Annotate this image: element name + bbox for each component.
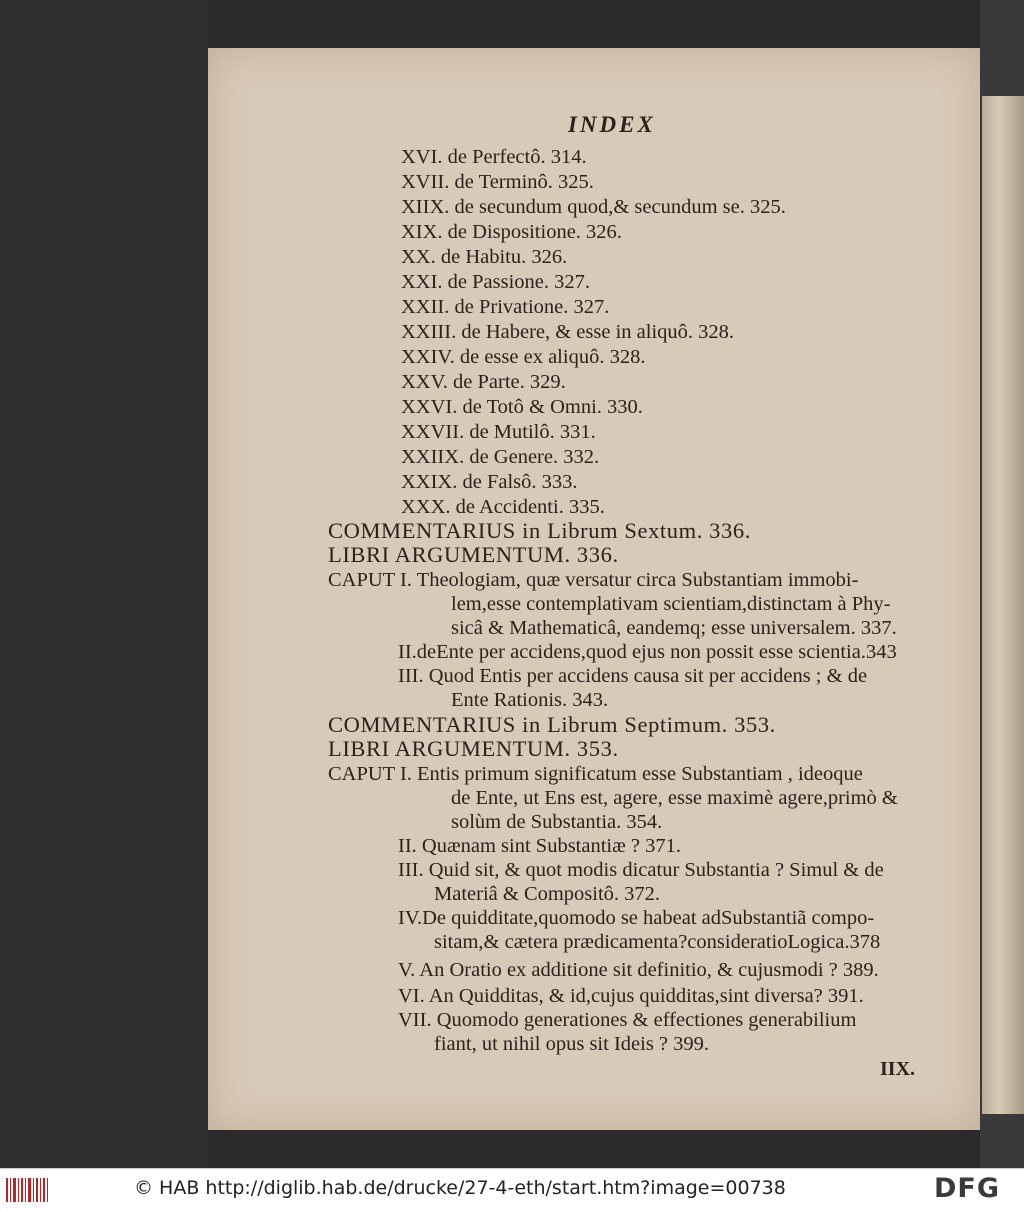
adjacent-page-edge bbox=[982, 96, 1024, 1114]
index-entry: XXX. de Accidenti. 335. bbox=[401, 496, 605, 518]
chapter-entry: II.deEnte per accidens,quod ejus non possit esse scientia.343 bbox=[398, 641, 897, 663]
running-head: INDEX bbox=[568, 112, 656, 137]
chapter-entry-continuation: sicâ & Mathematicâ, eandemq; esse universalem. 337. bbox=[451, 617, 897, 639]
index-entry: XXIV. de esse ex aliquô. 328. bbox=[401, 346, 646, 368]
dfg-logo: DFG bbox=[934, 1173, 1001, 1204]
chapter-entry-continuation: lem,esse contemplativam scientiam,distinctam à Phy- bbox=[451, 593, 891, 615]
index-entry: XXII. de Privatione. 327. bbox=[401, 296, 610, 318]
section-heading: LIBRI ARGUMENTUM. 336. bbox=[328, 542, 619, 567]
index-entry: XXVII. de Mutilô. 331. bbox=[401, 421, 596, 443]
section-heading: COMMENTARIUS in Librum Septimum. 353. bbox=[328, 712, 776, 737]
chapter-entry: CAPUT I. Theologiam, quæ versatur circa Substantiam immobi- bbox=[328, 569, 859, 591]
index-entry: XX. de Habitu. 326. bbox=[401, 246, 568, 268]
left-background bbox=[0, 0, 208, 1168]
index-entry: XVII. de Terminô. 325. bbox=[401, 171, 594, 193]
signature-mark: IIX. bbox=[880, 1058, 916, 1080]
chapter-entry: III. Quid sit, & quot modis dicatur Substantia ? Simul & de bbox=[398, 859, 884, 881]
chapter-entry: VI. An Quidditas, & id,cujus quidditas,sint diversa? 391. bbox=[398, 985, 864, 1007]
chapter-entry: VII. Quomodo generationes & effectiones generabilium bbox=[398, 1009, 857, 1031]
chapter-entry-continuation: de Ente, ut Ens est, agere, esse maximè agere,primò & bbox=[451, 787, 898, 809]
index-entry: XIIX. de secundum quod,& secundum se. 325. bbox=[401, 196, 786, 218]
chapter-entry: II. Quænam sint Substantiæ ? 371. bbox=[398, 835, 682, 857]
chapter-entry-continuation: sitam,& cætera prædicamenta?consideratioLogica.378 bbox=[434, 931, 881, 953]
chapter-entry-continuation: Ente Rationis. 343. bbox=[451, 689, 609, 711]
index-entry: XXIII. de Habere, & esse in aliquô. 328. bbox=[401, 321, 735, 343]
chapter-entry-continuation: Materiâ & Compositô. 372. bbox=[434, 883, 661, 905]
copyright-link[interactable]: © HAB http://diglib.hab.de/drucke/27-4-eth/start.htm?image=00738 bbox=[134, 1177, 786, 1199]
chapter-entry: III. Quod Entis per accidens causa sit per accidens ; & de bbox=[398, 665, 868, 687]
chapter-entry-continuation: solùm de Substantia. 354. bbox=[451, 811, 663, 833]
section-heading: LIBRI ARGUMENTUM. 353. bbox=[328, 736, 619, 761]
chapter-entry: IV.De quidditate,quomodo se habeat adSubstantiã compo- bbox=[398, 907, 875, 929]
index-entry: XXI. de Passione. 327. bbox=[401, 271, 591, 293]
footer-bar bbox=[0, 1168, 1024, 1210]
index-entry: XXIIX. de Genere. 332. bbox=[401, 446, 600, 468]
chapter-entry-continuation: fiant, ut nihil opus sit Ideis ? 399. bbox=[434, 1033, 710, 1055]
barcode-icon bbox=[6, 1178, 48, 1202]
index-entry: XIX. de Dispositione. 326. bbox=[401, 221, 622, 243]
section-heading: COMMENTARIUS in Librum Sextum. 336. bbox=[328, 518, 751, 543]
index-entry: XXV. de Parte. 329. bbox=[401, 371, 566, 393]
chapter-entry: CAPUT I. Entis primum significatum esse Substantiam , ideoque bbox=[328, 763, 863, 785]
index-entry: XVI. de Perfectô. 314. bbox=[401, 146, 587, 168]
chapter-entry: V. An Oratio ex additione sit definitio, & cujusmodi ? 389. bbox=[398, 959, 879, 981]
index-entry: XXVI. de Totô & Omni. 330. bbox=[401, 396, 643, 418]
index-entry: XXIX. de Falsô. 333. bbox=[401, 471, 578, 493]
